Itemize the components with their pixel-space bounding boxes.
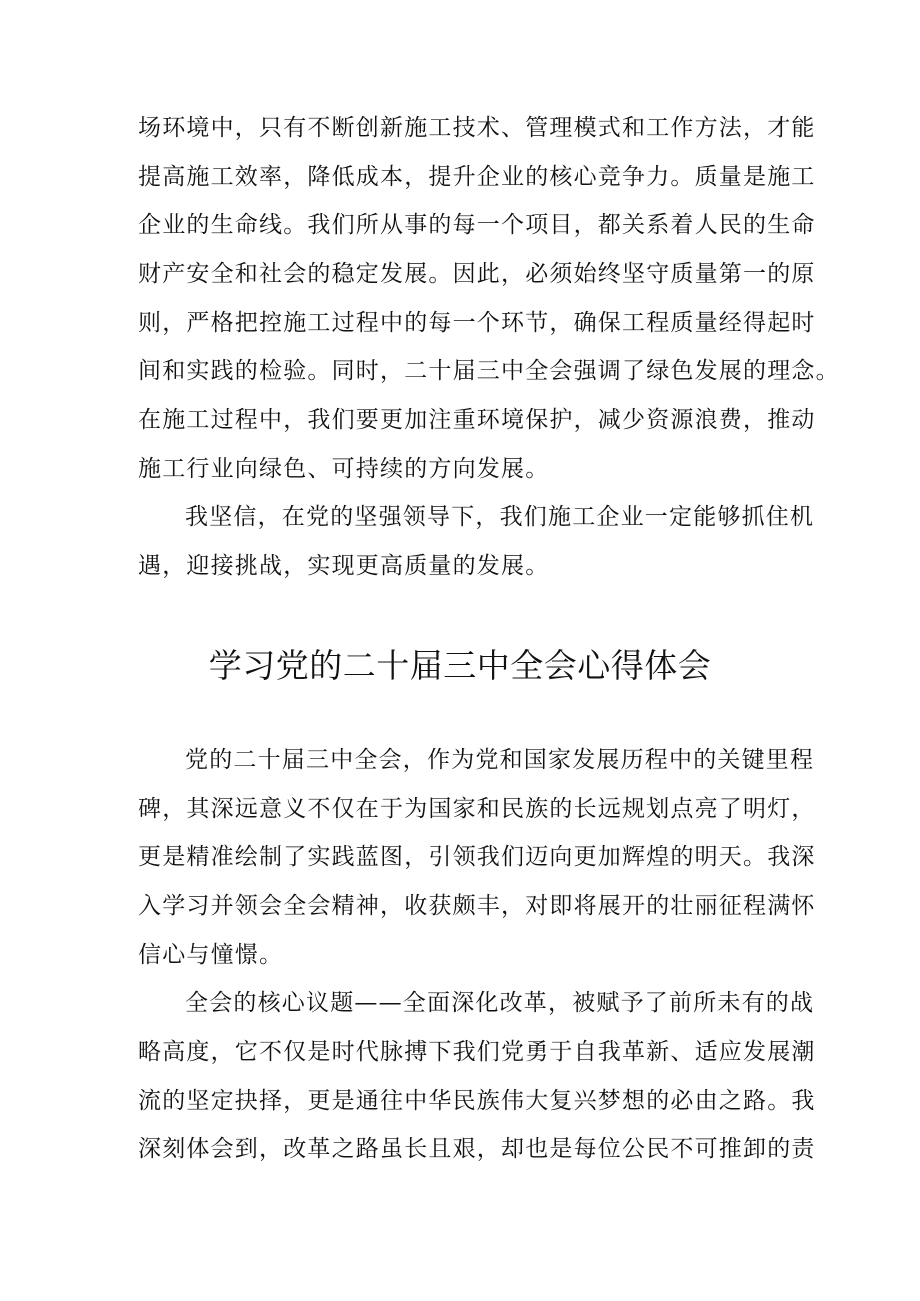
paragraph-line: 入学习并领会全会精神，收获颇丰，对即将展开的壮丽征程满怀 — [138, 893, 816, 919]
paragraph-line: 我坚信，在党的坚强领导下，我们施工企业一定能够抓住机 — [185, 504, 815, 530]
paragraph-line: 更是精准绘制了实践蓝图，引领我们迈向更加辉煌的明天。我深 — [138, 844, 816, 870]
paragraph-line: 略高度，它不仅是时代脉搏下我们党勇于自我革新、适应发展潮 — [138, 1039, 816, 1065]
paragraph-line: 碑，其深远意义不仅在于为国家和民族的长远规划点亮了明灯， — [138, 796, 816, 822]
paragraph-line: 企业的生命线。我们所从事的每一个项目，都关系着人民的生命 — [138, 212, 816, 238]
paragraph-line: 全会的核心议题——全面深化改革，被赋予了前所未有的战 — [185, 990, 815, 1016]
paragraph-line: 党的二十届三中全会，作为党和国家发展历程中的关键里程 — [185, 747, 815, 773]
paragraph-line: 场环境中，只有不断创新施工技术、管理模式和工作方法，才能 — [138, 115, 816, 141]
paragraph-line: 则，严格把控施工过程中的每一个环节，确保工程质量经得起时 — [138, 310, 816, 336]
paragraph-line: 在施工过程中，我们要更加注重环境保护，减少资源浪费，推动 — [138, 407, 816, 433]
paragraph-line: 深刻体会到，改革之路虽长且艰，却也是每位公民不可推卸的责 — [138, 1136, 816, 1162]
paragraph-line: 遇，迎接挑战，实现更高质量的发展。 — [138, 553, 550, 579]
page-title: 学习党的二十届三中全会心得体会 — [208, 646, 712, 685]
paragraph-line: 间和实践的检验。同时，二十届三中全会强调了绿色发展的理念。 — [138, 358, 840, 384]
paragraph-line: 财产安全和社会的稳定发展。因此，必须始终坚守质量第一的原 — [138, 261, 816, 287]
paragraph-line: 施工行业向绿色、可持续的方向发展。 — [138, 456, 550, 482]
paragraph-line: 信心与憧憬。 — [138, 942, 284, 968]
paragraph-line: 提高施工效率，降低成本，提升企业的核心竞争力。质量是施工 — [138, 164, 816, 190]
paragraph-line: 流的坚定抉择，更是通往中华民族伟大复兴梦想的必由之路。我 — [138, 1088, 816, 1114]
